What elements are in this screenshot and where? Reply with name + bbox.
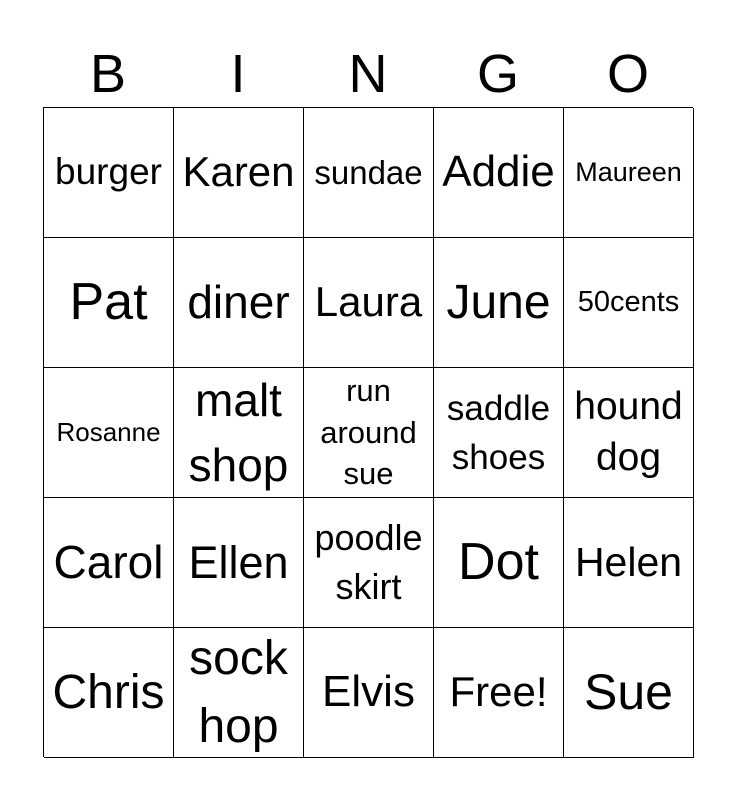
bingo-cell[interactable]	[44, 498, 174, 628]
cell-text: Ellen	[188, 536, 289, 588]
bingo-cell[interactable]	[564, 238, 694, 368]
cell-text: Dot	[458, 532, 539, 591]
bingo-cell[interactable]	[174, 498, 304, 628]
bingo-cell[interactable]	[304, 238, 434, 368]
cell-text: poodle skirt	[314, 517, 423, 607]
cell-text: Carol	[53, 536, 164, 589]
cell-text: diner	[187, 276, 290, 329]
cell-text: sundae	[314, 153, 423, 191]
bingo-cell[interactable]	[44, 368, 174, 498]
cell-text: Laura	[314, 278, 423, 326]
cell-text: Rosanne	[56, 416, 161, 447]
bingo-cell[interactable]	[44, 238, 174, 368]
bingo-header	[43, 42, 693, 106]
cell-text: Sue	[584, 663, 673, 720]
bingo-cell[interactable]	[174, 368, 304, 498]
bingo-cell[interactable]	[44, 108, 174, 238]
cell-text: Chris	[52, 665, 165, 719]
bingo-cell[interactable]	[564, 368, 694, 498]
bingo-cell[interactable]	[44, 628, 174, 758]
bingo-cell[interactable]	[564, 628, 694, 758]
cell-text: burger	[55, 151, 162, 193]
cell-text: Free!	[449, 668, 548, 716]
bingo-cell[interactable]	[304, 498, 434, 628]
bingo-cell[interactable]	[434, 238, 564, 368]
cell-text: Helen	[574, 538, 683, 585]
header-letter-g: G	[476, 44, 519, 104]
bingo-cell[interactable]	[434, 498, 564, 628]
bingo-cell[interactable]	[304, 108, 434, 238]
cell-text: 50cents	[577, 285, 680, 318]
bingo-cell[interactable]	[564, 108, 694, 238]
bingo-cell[interactable]	[434, 368, 564, 498]
bingo-cell[interactable]	[434, 628, 564, 758]
cell-text: saddle shoes	[446, 388, 551, 477]
cell-text: hound dog	[574, 384, 683, 479]
header-letter-o: O	[606, 44, 649, 104]
cell-text: malt shop	[188, 374, 289, 491]
cell-text: Pat	[69, 272, 148, 331]
bingo-cell[interactable]	[434, 108, 564, 238]
cell-text: Karen	[182, 148, 295, 196]
bingo-cell[interactable]	[564, 498, 694, 628]
cell-text: Maureen	[575, 156, 682, 187]
bingo-cell[interactable]	[174, 628, 304, 758]
bingo-cell[interactable]	[304, 368, 434, 498]
cell-text: Addie	[442, 147, 555, 197]
cell-text: June	[446, 275, 551, 329]
cell-text: run around sue	[320, 373, 417, 492]
cell-text: Elvis	[322, 667, 415, 717]
bingo-cell[interactable]	[174, 238, 304, 368]
bingo-cell[interactable]	[174, 108, 304, 238]
bingo-card-grid	[43, 107, 693, 757]
header-letter-n: N	[348, 44, 388, 104]
header-letter-b: B	[89, 44, 127, 104]
cell-text: sock hop	[189, 632, 288, 753]
header-letter-i: I	[230, 44, 246, 104]
bingo-cell[interactable]	[304, 628, 434, 758]
